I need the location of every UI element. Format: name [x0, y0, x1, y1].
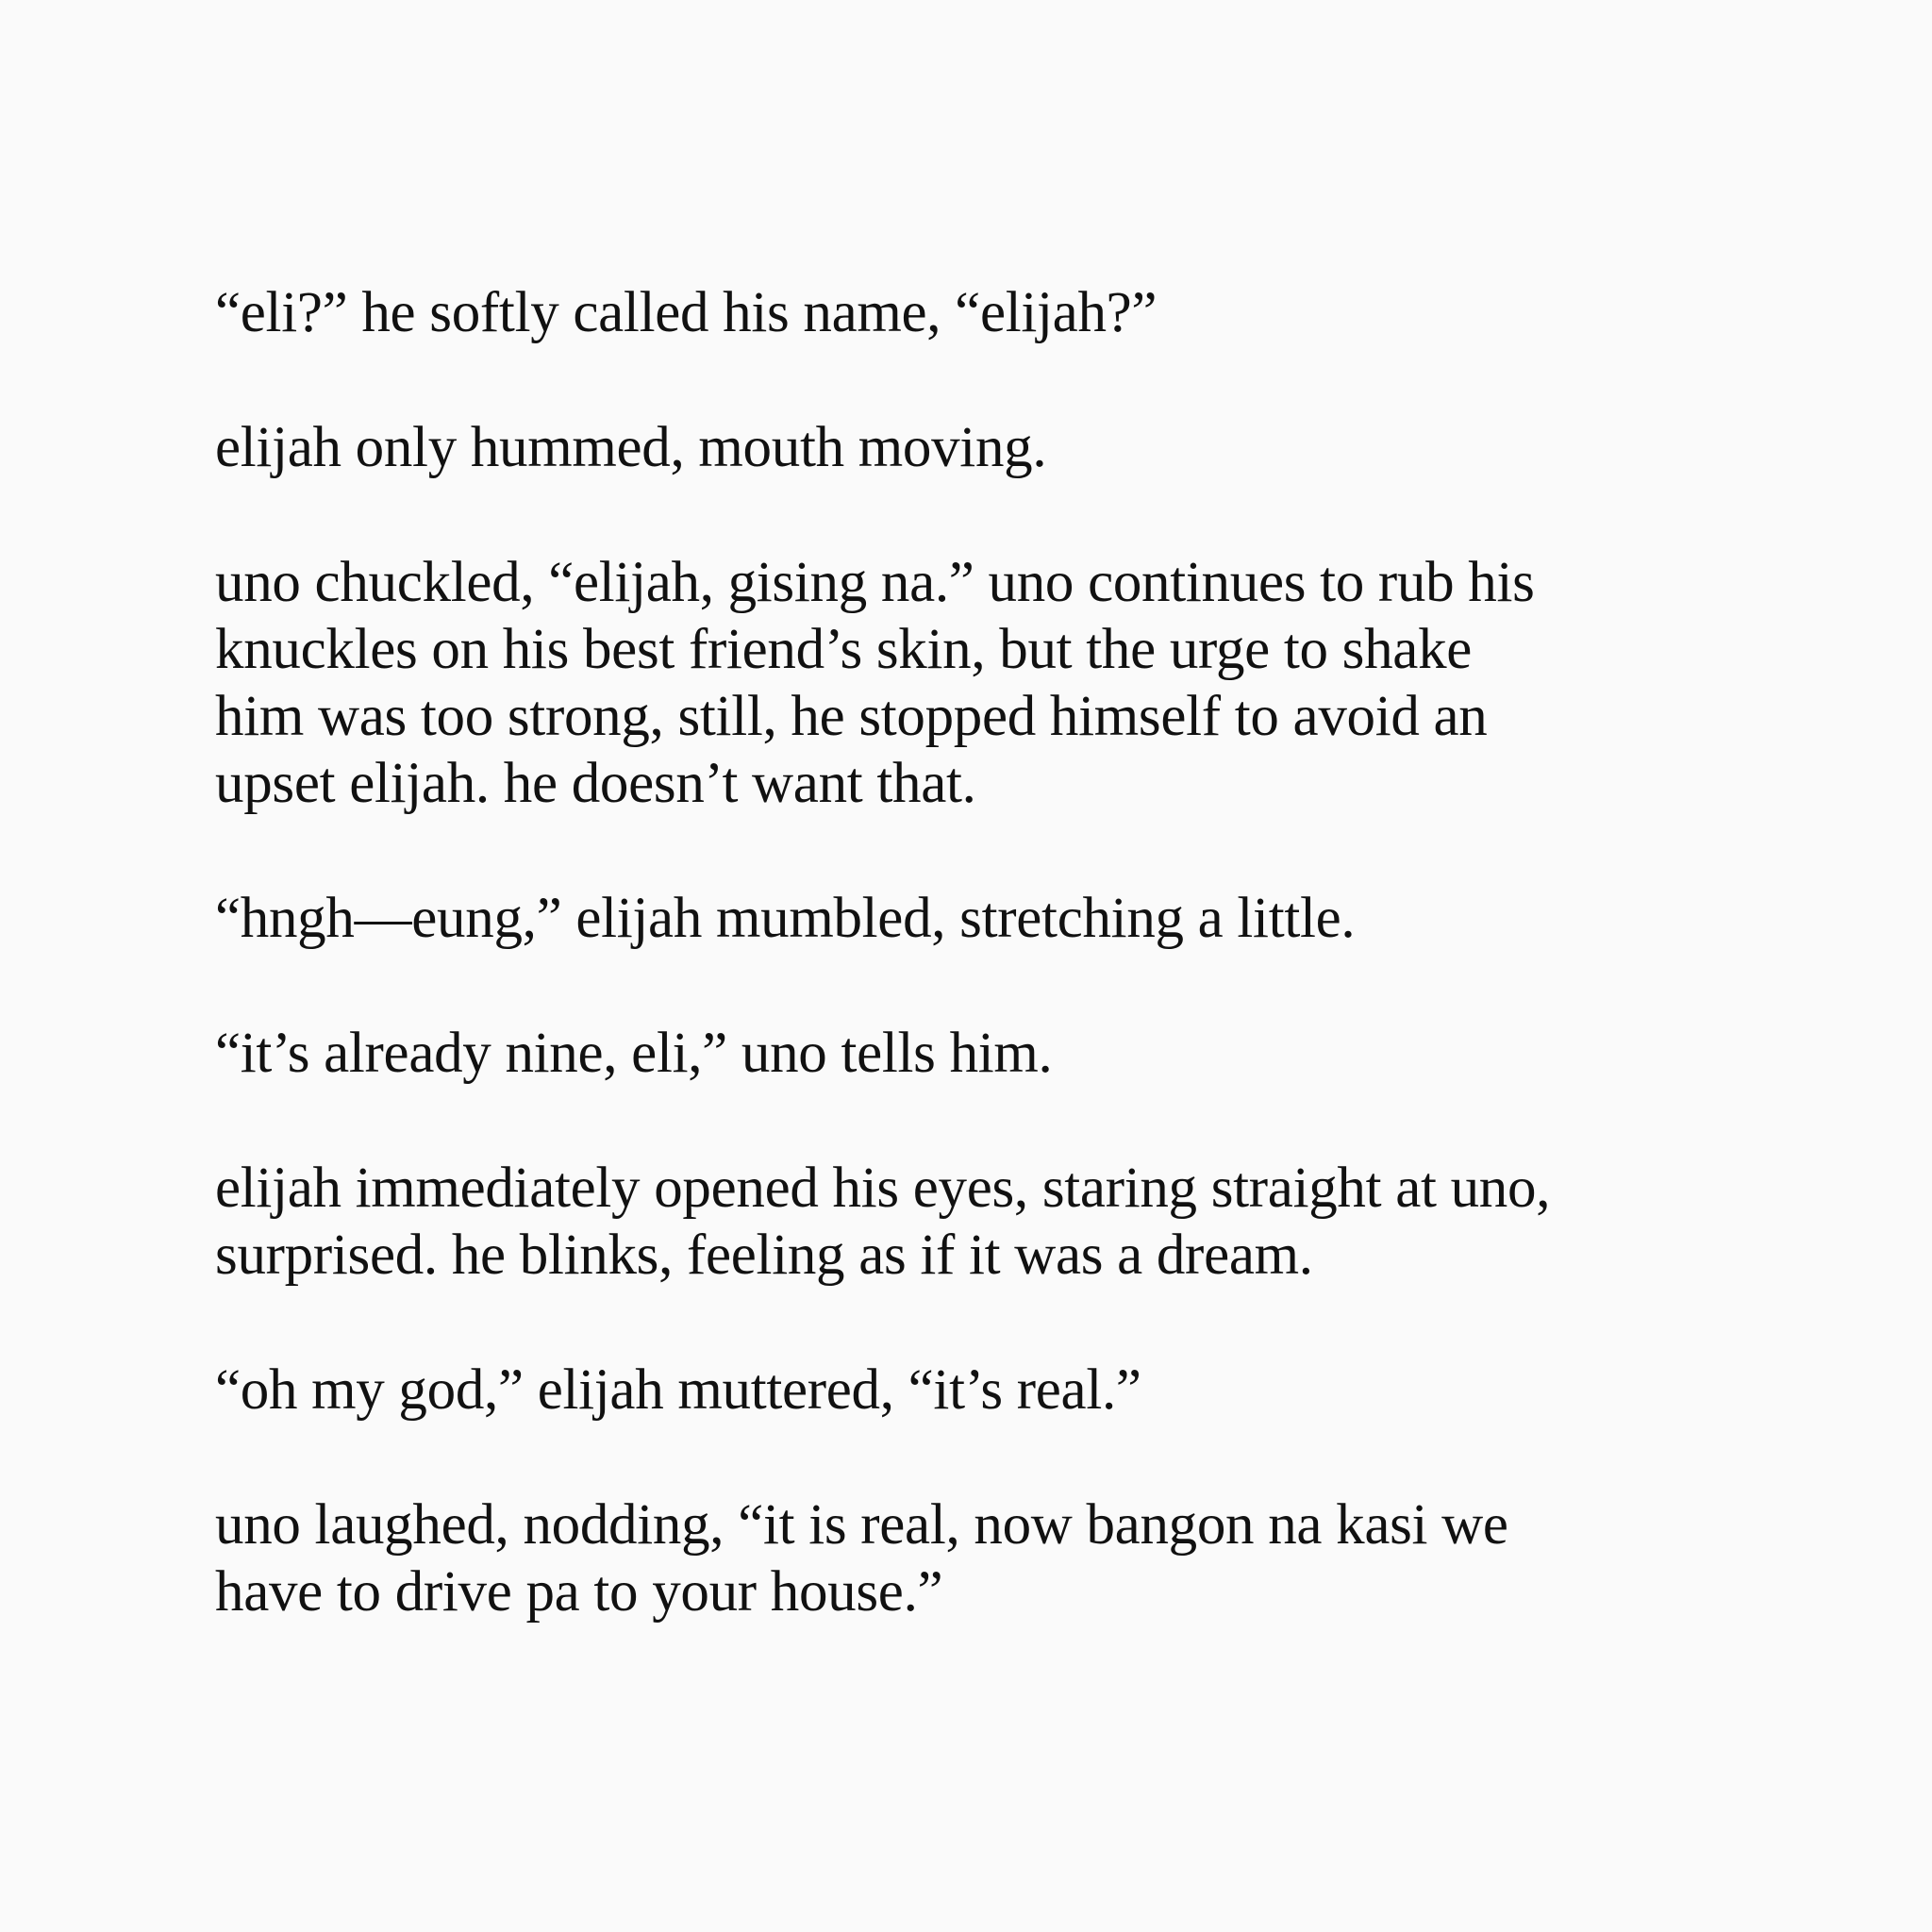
paragraph-2	[215, 414, 1762, 481]
text-line: knuckles on his best friend’s skin, but the urge to shake	[215, 618, 1473, 681]
paragraph-6	[215, 1155, 1762, 1289]
text-line: him was too strong, still, he stopped himself to avoid an	[215, 685, 1488, 748]
paragraph-7	[215, 1357, 1762, 1424]
paragraph-1	[215, 279, 1762, 346]
text-line: “hngh—eung,” elijah mumbled, stretching a little.	[215, 887, 1356, 950]
text-line: elijah only hummed, mouth moving.	[215, 416, 1047, 479]
text-line: “eli?” he softly called his name, “elijah?”	[215, 281, 1158, 344]
paragraph-5	[215, 1020, 1762, 1087]
story-text	[215, 279, 1762, 1693]
text-line: “oh my god,” elijah muttered, “it’s real.”	[215, 1358, 1141, 1422]
text-line: elijah immediately opened his eyes, staring straight at uno,	[215, 1157, 1551, 1220]
text-line: have to drive pa to your house.”	[215, 1560, 943, 1624]
text-line: “it’s already nine, eli,” uno tells him.	[215, 1022, 1053, 1085]
text-line: upset elijah. he doesn’t want that.	[215, 752, 976, 815]
paragraph-3	[215, 549, 1762, 817]
text-line: uno chuckled, “elijah, gising na.” uno continues to rub his	[215, 551, 1535, 614]
text-line: surprised. he blinks, feeling as if it was a dream.	[215, 1224, 1313, 1287]
paragraph-4	[215, 885, 1762, 952]
text-line: uno laughed, nodding, “it is real, now bangon na kasi we	[215, 1493, 1508, 1557]
paragraph-8	[215, 1491, 1762, 1625]
